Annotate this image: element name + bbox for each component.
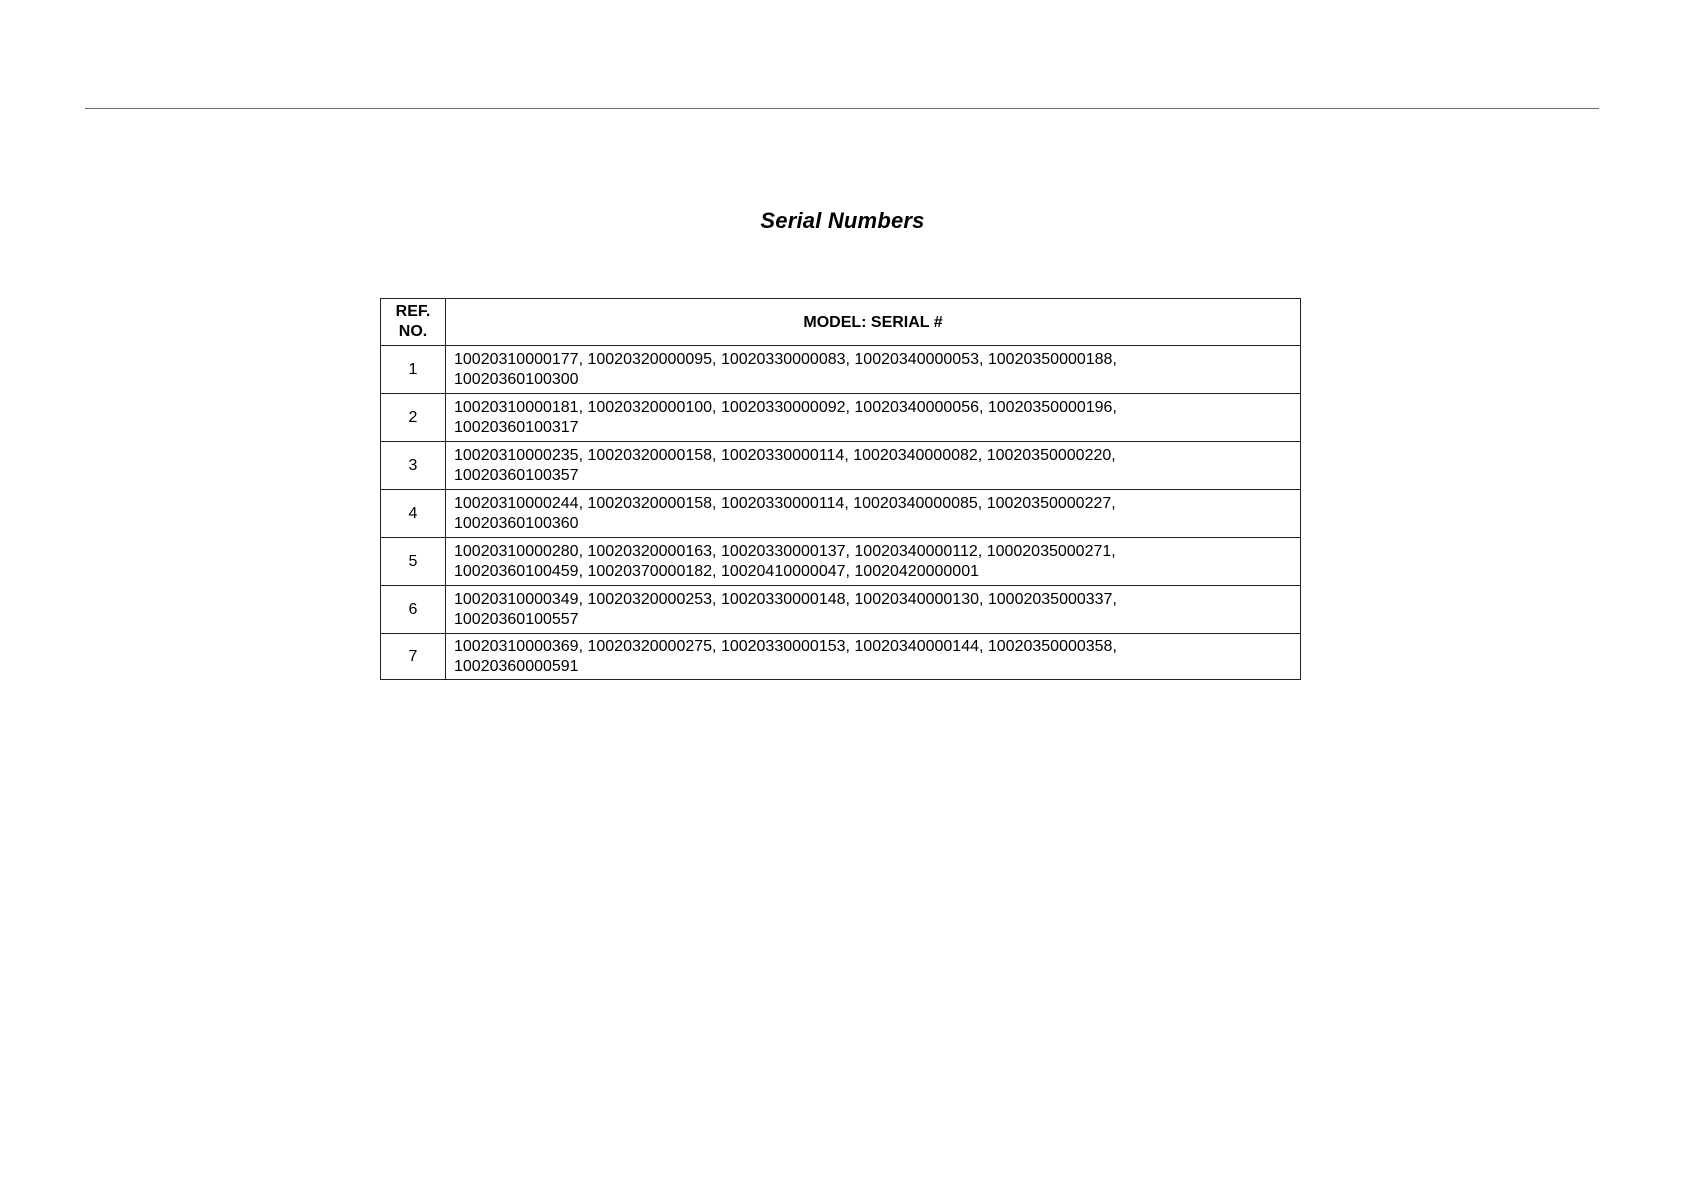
serial-line-1: 10020310000244, 10020320000158, 10020330000114, 10020340000085, 10020350000227, xyxy=(454,495,1116,512)
table-row xyxy=(381,538,1301,586)
ref-no-header xyxy=(381,299,446,346)
serial-line-2: 10020360100360 xyxy=(454,515,579,532)
table-row xyxy=(381,442,1301,490)
serial-line-2: 10020360000591 xyxy=(454,658,579,675)
table-row xyxy=(381,634,1301,680)
serial-line-2: 10020360100357 xyxy=(454,467,579,484)
serial-line-2: 10020360100317 xyxy=(454,419,579,436)
serial-numbers-cell xyxy=(446,586,1301,634)
ref-number-cell: 7 xyxy=(381,634,446,680)
serial-line-2: 10020360100459, 10020370000182, 10020410000047, 10020420000001 xyxy=(454,563,979,580)
serial-numbers-table xyxy=(380,298,1301,680)
table-header-row xyxy=(381,299,1301,346)
table-row xyxy=(381,346,1301,394)
serial-numbers-cell xyxy=(446,490,1301,538)
table-body xyxy=(381,346,1301,680)
table-row xyxy=(381,490,1301,538)
ref-number-cell: 2 xyxy=(381,394,446,442)
document-title: Serial Numbers xyxy=(760,208,925,233)
serial-line-2: 10020360100300 xyxy=(454,371,579,388)
ref-no-header-line2: NO. xyxy=(398,323,428,340)
serial-line-1: 10020310000235, 10020320000158, 10020330000114, 10020340000082, 10020350000220, xyxy=(454,447,1116,464)
serial-numbers-cell xyxy=(446,346,1301,394)
serial-line-1: 10020310000369, 10020320000275, 10020330000153, 10020340000144, 10020350000358, xyxy=(454,638,1117,655)
serial-line-1: 10020310000280, 10020320000163, 10020330000137, 10020340000112, 10002035000271, xyxy=(454,543,1116,560)
ref-number-cell: 3 xyxy=(381,442,446,490)
model-serial-header: MODEL: SERIAL # xyxy=(446,299,1301,346)
ref-number-cell: 4 xyxy=(381,490,446,538)
ref-number-cell: 1 xyxy=(381,346,446,394)
ref-number-cell: 5 xyxy=(381,538,446,586)
ref-no-header-line1: REF. xyxy=(395,303,431,320)
serial-line-1: 10020310000181, 10020320000100, 10020330000092, 10020340000056, 10020350000196, xyxy=(454,399,1117,416)
ref-number-cell: 6 xyxy=(381,586,446,634)
header-rule xyxy=(85,108,1599,109)
serial-line-2: 10020360100557 xyxy=(454,611,579,628)
serial-numbers-cell xyxy=(446,538,1301,586)
serial-line-1: 10020310000349, 10020320000253, 10020330000148, 10020340000130, 10002035000337, xyxy=(454,591,1117,608)
serial-numbers-cell xyxy=(446,394,1301,442)
serial-line-1: 10020310000177, 10020320000095, 10020330000083, 10020340000053, 10020350000188, xyxy=(454,351,1117,368)
table-row xyxy=(381,394,1301,442)
table-row xyxy=(381,586,1301,634)
serial-numbers-cell xyxy=(446,442,1301,490)
serial-numbers-cell xyxy=(446,634,1301,680)
